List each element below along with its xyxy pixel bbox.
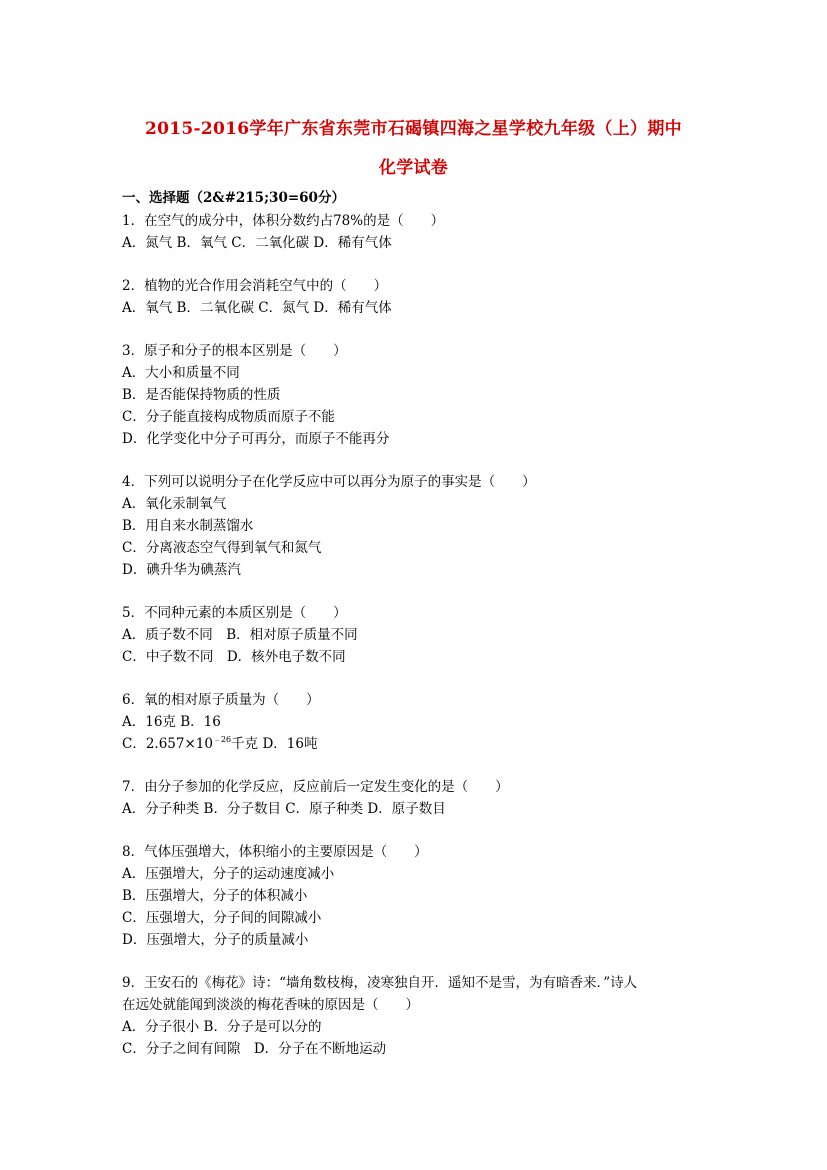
question-4 xyxy=(122,471,712,581)
section-heading: 一、选择题（2&#215;30=60分） xyxy=(122,190,345,206)
question-stem: 8．气体压强增大，体积缩小的主要原因是（ ） xyxy=(122,844,428,860)
answer-options: C．中子数不同 D．核外电子数不同 xyxy=(122,649,346,665)
question-stem: 1．在空气的成分中，体积分数约占78%的是（ ） xyxy=(122,213,445,229)
question-1 xyxy=(122,210,712,254)
answer-options: A．分子种类 B．分子数目 C．原子种类 D．原子数目 xyxy=(122,801,446,817)
answer-options: A．氮气 B．氧气 C．二氧化碳 D．稀有气体 xyxy=(122,235,392,251)
option-c-prefix: C．2.657×10 xyxy=(122,736,213,752)
exponent: ﹣26 xyxy=(212,735,232,744)
question-9 xyxy=(122,972,712,1060)
answer-options: A．氧气 B．二氧化碳 C．氮气 D．稀有气体 xyxy=(122,300,392,316)
question-5 xyxy=(122,602,712,668)
answer-option: D．压强增大，分子的质量减小 xyxy=(122,932,309,948)
question-stem: 5．不同种元素的本质区别是（ ） xyxy=(122,605,347,621)
question-2 xyxy=(122,275,712,319)
answer-options-scientific xyxy=(122,733,712,755)
answer-option: A．压强增大，分子的运动速度减小 xyxy=(122,866,335,882)
exam-title-line1: 2015-2016学年广东省东莞市石碣镇四海之星学校九年级（上）期中 xyxy=(145,119,682,139)
answer-options: A．质子数不同 B．相对原子质量不同 xyxy=(122,627,358,643)
question-6 xyxy=(122,689,712,755)
question-stem: 2．植物的光合作用会消耗空气中的（ ） xyxy=(122,278,388,294)
answer-option: C．分子能直接构成物质而原子不能 xyxy=(122,409,335,425)
question-stem: 4．下列可以说明分子在化学反应中可以再分为原子的事实是（ ） xyxy=(122,474,536,490)
question-8 xyxy=(122,841,712,951)
question-3 xyxy=(122,340,712,450)
answer-options: A．分子很小 B．分子是可以分的 xyxy=(122,1019,322,1035)
answer-option: C．分离液态空气得到氧气和氮气 xyxy=(122,540,322,556)
question-stem: 6．氧的相对原子质量为（ ） xyxy=(122,692,320,708)
answer-options: C．分子之间有间隙 D．分子在不断地运动 xyxy=(122,1041,387,1057)
option-c-suffix: 千克 D．16吨 xyxy=(231,736,318,752)
question-stem: 3．原子和分子的根本区别是（ ） xyxy=(122,343,347,359)
question-7 xyxy=(122,776,712,820)
answer-options: A．16克 B．16 xyxy=(122,714,221,730)
answer-option: C．压强增大，分子间的间隙减小 xyxy=(122,910,322,926)
answer-option: D．化学变化中分子可再分，而原子不能再分 xyxy=(122,431,390,447)
question-stem: 7．由分子参加的化学反应，反应前后一定发生变化的是（ ） xyxy=(122,779,509,795)
answer-option: A．大小和质量不同 xyxy=(122,365,240,381)
answer-option: B．是否能保持物质的性质 xyxy=(122,387,281,403)
answer-option: B．用自来水制蒸馏水 xyxy=(122,518,254,534)
question-stem-continued: 在远处就能闻到淡淡的梅花香味的原因是（ ） xyxy=(122,997,419,1013)
answer-option: B．压强增大，分子的体积减小 xyxy=(122,888,308,904)
answer-option: D．碘升华为碘蒸汽 xyxy=(122,562,241,578)
exam-content xyxy=(122,187,712,1081)
answer-option: A．氧化汞制氧气 xyxy=(122,496,227,512)
question-stem: 9．王安石的《梅花》诗：“墙角数枝梅，凌寒独自开．遥知不是雪，为有暗香来．”诗人 xyxy=(122,975,638,991)
exam-title-line2: 化学试卷 xyxy=(378,158,449,178)
